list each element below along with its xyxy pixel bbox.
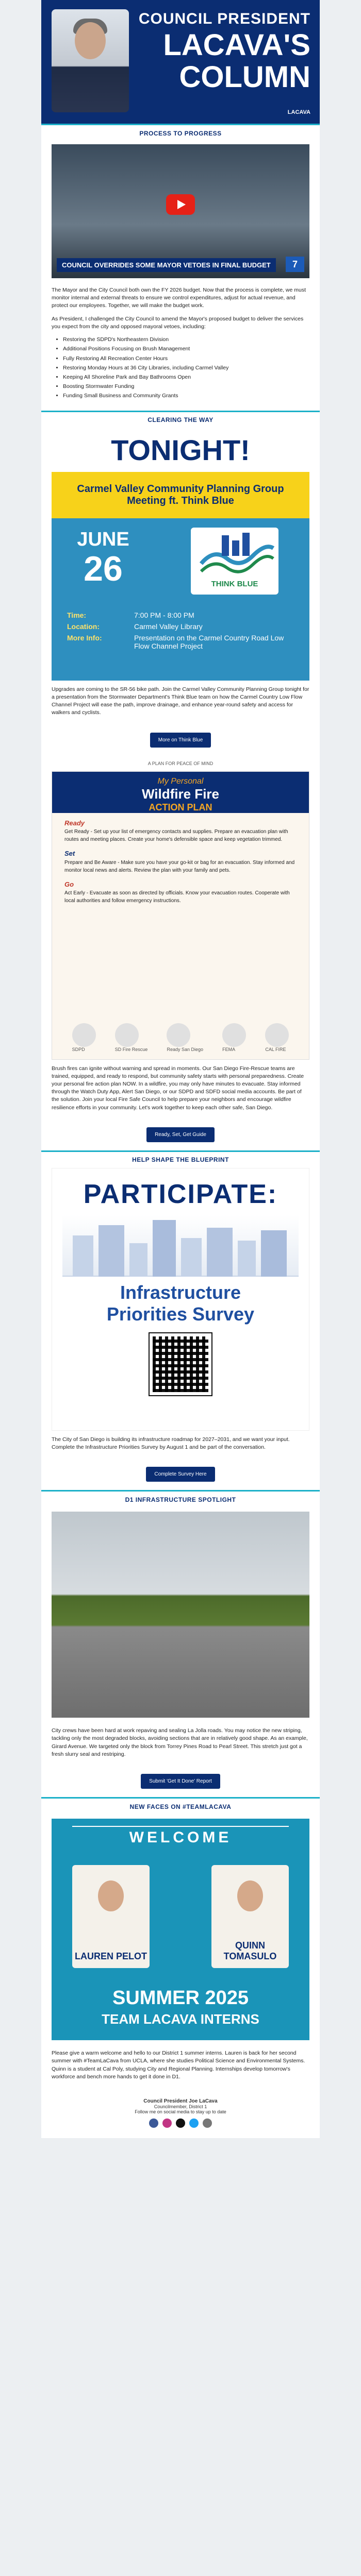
- survey-title: PARTICIPATE:: [83, 1179, 278, 1209]
- tonight-heading: TONIGHT!: [52, 428, 309, 469]
- get-it-done-button[interactable]: Submit 'Get It Done' Report: [141, 1774, 220, 1789]
- city-skyline-illustration: [62, 1215, 299, 1277]
- wildfire-title: Wildfire Fire: [141, 786, 219, 802]
- twitter-icon[interactable]: [189, 2119, 199, 2128]
- street-photo: [52, 1512, 309, 1718]
- interns-summer: SUMMER 2025: [112, 1987, 249, 2009]
- council-president-photo: [52, 9, 129, 112]
- think-blue-button[interactable]: More on Think Blue: [150, 733, 211, 748]
- event-day: 26: [84, 549, 123, 588]
- survey-subtitle-1: Infrastructure: [120, 1281, 241, 1303]
- survey-button[interactable]: Complete Survey Here: [146, 1467, 215, 1482]
- event-date: [72, 529, 134, 587]
- event-month: JUNE: [77, 528, 129, 550]
- list-item: • Additional Positions Focusing on Brush Management: [63, 345, 309, 353]
- wildfire-text: [41, 1060, 320, 1122]
- footer: [41, 2091, 320, 2138]
- wildfire-subtitle: ACTION PLAN: [149, 802, 212, 812]
- footer-district: Councilmember, District 1: [154, 2104, 207, 2109]
- think-blue-text: THINK BLUE: [211, 579, 258, 588]
- wildfire-my-personal: My Personal: [157, 776, 204, 786]
- wildfire-step: Ready Get Ready - Set up your list of emergency contacts and supplies. Prepare an evacuation plan with routes and meeting places. Create your home's defensible space and keep vegetation trimmed.: [64, 819, 288, 842]
- survey-text: [41, 1431, 320, 1462]
- tonight-body: [52, 518, 309, 681]
- list-item: • Boosting Stormwater Funding: [63, 383, 309, 391]
- budget-paragraph-2: As President, I challenged the City Council to amend the Mayor's proposed budget to deliver the services you expect from the city and opposed mayoral vetoes, including:: [52, 315, 304, 330]
- section-title-wildfire: A PLAN FOR PEACE OF MIND: [147, 760, 214, 766]
- interns-graphic: [52, 1819, 309, 2040]
- footer-follow: Follow me on social media to stay up to date: [135, 2109, 226, 2114]
- event-info: [67, 611, 299, 653]
- list-item: • Restoring Monday Hours at 36 City Libraries, including Carmel Valley: [63, 364, 309, 372]
- video-thumbnail[interactable]: [52, 144, 309, 278]
- header-title-line1: COUNCIL PRESIDENT: [138, 10, 310, 27]
- tonight-flyer: [52, 428, 309, 681]
- welcome-banner: WELCOME: [129, 1829, 232, 1846]
- instagram-icon[interactable]: [162, 2119, 172, 2128]
- list-item: • Funding Small Business and Community Grants: [63, 392, 309, 400]
- think-blue-logo: [191, 528, 278, 595]
- x-icon[interactable]: [176, 2119, 185, 2128]
- wildfire-heading: [52, 772, 309, 813]
- header-title-line3: COLUMN: [179, 60, 310, 94]
- play-icon[interactable]: [166, 194, 195, 215]
- section-title-d1: D1 INFRASTRUCTURE SPOTLIGHT: [41, 1490, 320, 1507]
- wildfire-guide-button[interactable]: Ready, Set, Get Guide: [146, 1127, 215, 1142]
- section-title-new-faces: NEW FACES ON #TEAMLACAVA: [41, 1797, 320, 1815]
- event-row: Location: Carmel Valley Library: [67, 622, 203, 631]
- intern-name-right: QUINN TOMASULO: [223, 1940, 277, 1962]
- event-row: Time: 7:00 PM - 8:00 PM: [67, 611, 194, 619]
- intern-name-left: LAUREN PELOT: [74, 1951, 147, 1962]
- partner-logos: [62, 1022, 299, 1053]
- d1-text: [41, 1722, 320, 1769]
- tonight-paragraph: Upgrades are coming to the SR-56 bike path. Join the Carmel Valley Community Planning Group tonight for a presentation from the Stormwater Department's Think Blue team on how the Carmel Country Low Flow Channel Project will ease the path, improve drainage, and enhance year-round safety and access for walkers and cyclists.: [52, 686, 309, 716]
- section-title-process: PROCESS TO PROGRESS: [41, 124, 320, 141]
- footer-name: Council President Joe LaCava: [143, 2098, 218, 2104]
- social-icons: [41, 2119, 320, 2128]
- tonight-text: [41, 681, 320, 727]
- wildfire-plan-flyer: [52, 771, 309, 1060]
- facebook-icon[interactable]: [149, 2119, 158, 2128]
- wildfire-paragraph: Brush fires can ignite without warning and spread in moments. Our San Diego Fire-Rescue teams are trained, equipped, and ready to respond, but community safety starts with personal preparedness. Create your personal fire action plan NOW. In a wildfire, you may only have minutes to evacuate. Stay informed through the Watch Duty App, Alert San Diego, or our SDPD and SDFD social media accounts. Be part of the solution. Join your local Fire Safe Council to help prepare your neighbors and encourage wildfire resilience efforts in your community. Let's work together to keep each other safe, San Diego.: [52, 1065, 304, 1111]
- intern-photo-left: [72, 1865, 150, 1968]
- section-title-clearing: CLEARING THE WAY: [41, 411, 320, 428]
- list-item: • Fully Restoring All Recreation Center Hours: [63, 355, 309, 363]
- partner-logo: CAL FIRE: [265, 1023, 289, 1052]
- interns-text: [41, 2044, 320, 2091]
- intern-photo-right: [211, 1865, 289, 1968]
- email-icon[interactable]: [203, 2119, 212, 2128]
- survey-flyer: [52, 1168, 309, 1431]
- partner-logo: SD Fire Rescue: [115, 1023, 148, 1052]
- header-title-line2: LACAVA'S: [163, 28, 310, 62]
- lacava-logo: LACAVA: [287, 109, 310, 115]
- budget-text: [41, 281, 320, 411]
- video-caption: COUNCIL OVERRIDES SOME MAYOR VETOES IN FINAL BUDGET: [57, 258, 276, 272]
- partner-logo: FEMA: [222, 1023, 246, 1052]
- d1-paragraph: City crews have been hard at work repaving and sealing La Jolla roads. You may notice the new striping, tackling only the most degraded blocks, avoiding sections that are in relatively good shape. As an example, Girard Avenue. We targeted only the block from Torrey Pines Road to Pearl Street. This stretch just got a fresh slurry seal and restriping.: [52, 1727, 308, 1757]
- channel-logo: 7: [286, 257, 304, 272]
- survey-paragraph: The City of San Diego is building its infrastructure roadmap for 2027–2031, and we want your input. Complete the Infrastructure Priorities Survey by August 1 and be part of the conversation.: [52, 1436, 290, 1451]
- budget-paragraph-1: The Mayor and the City Council both own the FY 2026 budget. Now that the process is complete, we must monitor internal and external threats to ensure we control expenditures, adjust for actual revenue, and protect our employees. Together, we will make the budget work.: [52, 287, 306, 309]
- header-banner: [41, 0, 320, 124]
- interns-team: TEAM LACAVA INTERNS: [102, 2011, 259, 2027]
- list-item: • Restoring the SDPD's Northeastern Division: [63, 336, 309, 344]
- wildfire-step: Go Act Early - Evacuate as soon as directed by officials. Know your evacuation routes. Cooperate with local authorities and follow emergency instructions.: [64, 880, 290, 904]
- partner-logo: SDPD: [72, 1023, 96, 1052]
- newsletter: [41, 0, 320, 2138]
- survey-subtitle-2: Priorities Survey: [106, 1303, 255, 1325]
- tonight-band: Carmel Valley Community Planning Group Meeting ft. Think Blue: [52, 472, 309, 518]
- list-item: • Keeping All Shoreline Park and Bay Bathrooms Open: [63, 374, 309, 381]
- qr-code[interactable]: [150, 1333, 211, 1395]
- partner-logo: Ready San Diego: [167, 1023, 203, 1052]
- budget-list: [63, 336, 309, 400]
- wildfire-step: Set Prepare and Be Aware - Make sure you have your go-kit or bag for an evacuation. Stay informed and monitor local news and alerts. Review the plan with your family and pets.: [64, 850, 295, 873]
- event-row: More Info: Presentation on the Carmel Country Road Low Flow Channel Project: [67, 633, 284, 650]
- section-title-blueprint: HELP SHAPE THE BLUEPRINT: [41, 1150, 320, 1168]
- interns-paragraph: Please give a warm welcome and hello to our District 1 summer interns. Lauren is back for her second summer with #TeamLaCava from UCLA, where she studies Political Science and Environmental Systems. Quinn is a student at Cal Poly, studying City and Regional Planning. Internships develop tomorrow's workforce and bench more hands to get it done in D1.: [52, 2050, 305, 2080]
